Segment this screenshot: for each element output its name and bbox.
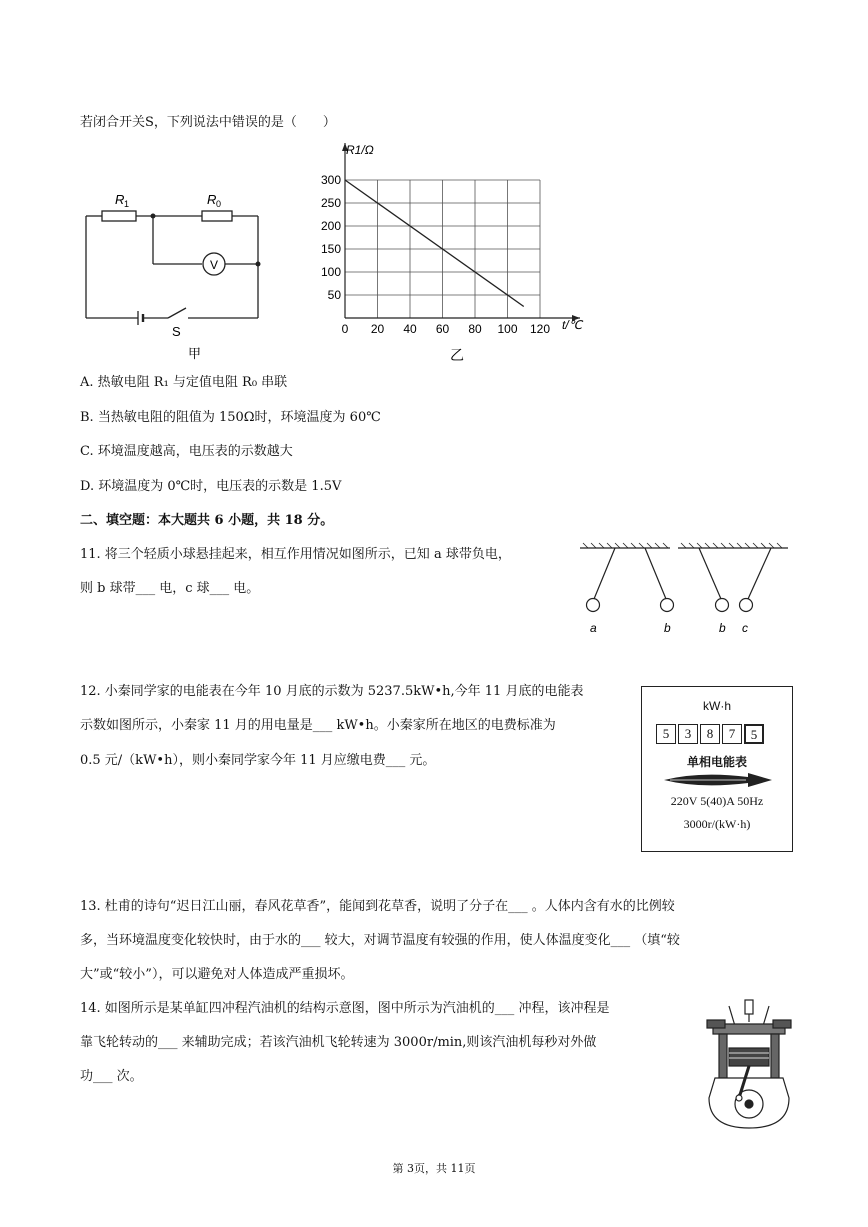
option-c: C. 环境温度越高，电压表的示数越大 [80, 444, 293, 459]
meter-digit: 3 [678, 724, 698, 744]
y-tick-label: 250 [320, 196, 341, 210]
chart-series [345, 180, 524, 307]
switch-label: S [172, 324, 181, 339]
circuit-caption: 甲 [188, 346, 202, 361]
circuit-diagram [80, 180, 280, 365]
ball-b [661, 599, 674, 612]
x-tick-label: 20 [370, 322, 385, 336]
q14-line2: 靠飞轮转动的___ 来辅助完成；若该汽油机飞轮转速为 3000r/min,则该汽油机每秒对外做 [80, 1035, 597, 1050]
meter-digit-decimal: 5 [744, 724, 764, 744]
x-tick-label: 120 [529, 322, 551, 336]
q11-line2: 则 b 球带___ 电，c 球___ 电。 [80, 581, 260, 596]
ball-c [740, 599, 753, 612]
voltmeter-label: V [210, 258, 219, 272]
gasoline-engine-figure [705, 998, 795, 1130]
r1-label: R [115, 192, 125, 207]
resistor-r1 [102, 211, 136, 221]
r1-subscript: 1 [124, 199, 130, 209]
y-tick-label: 150 [320, 242, 341, 256]
y-tick-label: 100 [320, 265, 341, 279]
meter-unit: kW·h [703, 699, 731, 713]
section-heading: 二、填空题：本大题共 6 小题，共 18 分。 [80, 513, 334, 528]
q13-line3: 大”或“较小”），可以避免对人体造成严重损坏。 [80, 967, 354, 982]
meter-digit: 7 [722, 724, 742, 744]
x-tick-label: 80 [468, 322, 482, 336]
ball-label-c: c [742, 621, 748, 635]
switch-icon [168, 308, 186, 318]
x-tick-label: 0 [341, 322, 349, 336]
q14-line3: 功___ 次。 [80, 1069, 143, 1084]
meter-digit: 8 [700, 724, 720, 744]
page-footer: 第 3页，共 11页 [392, 1162, 476, 1175]
meter-digit: 5 [656, 724, 676, 744]
ball-a [587, 599, 600, 612]
ball-label-b-2: b [719, 621, 726, 635]
meter-disc-arrow-icon [660, 771, 776, 789]
resistor-r0 [202, 211, 232, 221]
option-b: B. 当热敏电阻的阻值为 150Ω时，环境温度为 60℃ [80, 410, 381, 425]
x-tick-label: 60 [435, 322, 450, 336]
q14-line1: 14. 如图所示是某单缸四冲程汽油机的结构示意图，图中所示为汽油机的___ 冲程，该冲程是 [80, 1001, 610, 1016]
meter-spec-voltage: 220V 5(40)A 50Hz [670, 794, 764, 808]
meter-name: 单相电能表 [686, 755, 747, 769]
electricity-meter [641, 686, 793, 852]
q12-line1: 12. 小秦同学家的电能表在今年 10 月底的示数为 5237.5kW•h,今年 11 月底的电能表 [80, 684, 584, 699]
charged-balls-figure [575, 540, 795, 640]
q11-line1: 11. 将三个轻质小球悬挂起来，相互作用情况如图所示，已知 a 球带负电， [80, 547, 511, 562]
y-tick-label: 300 [320, 173, 341, 187]
q12-line2: 示数如图所示，小秦家 11 月的用电量是___ kW•h。小秦家所在地区的电费标准为 [80, 718, 556, 733]
series-line [345, 180, 524, 307]
x-tick-label: 40 [403, 322, 417, 336]
meter-spec-constant: 3000r/(kW·h) [683, 817, 751, 831]
chart-x-axis-label: t/℃ [562, 318, 583, 332]
option-a: A. 热敏电阻 R₁ 与定值电阻 R₀ 串联 [80, 375, 288, 390]
y-tick-label: 50 [327, 288, 341, 302]
ball-b-2 [716, 599, 729, 612]
chart-caption: 乙 [450, 347, 464, 363]
question-intro: 若闭合开关S，下列说法中错误的是（ ） [80, 115, 336, 130]
chart-ticks [321, 173, 550, 336]
q12-line3: 0.5 元/（kW•h），则小秦同学家今年 11 月应缴电费___ 元。 [80, 753, 436, 768]
y-tick-label: 200 [320, 219, 341, 233]
q13-line1: 13. 杜甫的诗句“迟日江山丽，春风花草香”，能闻到花草香，说明了分子在___ 。人体内含有水的比例较 [80, 899, 675, 914]
q13-line2: 多，当环境温度变化较快时，由于水的___ 较大，对调节温度有较强的作用，使人体温度变化___ （填“较 [80, 933, 680, 948]
r0-subscript: 0 [216, 199, 222, 209]
resistance-temperature-chart [310, 135, 610, 370]
meter-digits [656, 724, 766, 744]
option-d: D. 环境温度为 0℃时，电压表的示数是 1.5V [80, 479, 342, 494]
r0-label: R [207, 192, 217, 207]
chart-y-axis-label: R1/Ω [346, 143, 374, 157]
ball-label-a: a [590, 621, 597, 635]
x-tick-label: 100 [497, 322, 518, 336]
ball-label-b: b [664, 621, 671, 635]
